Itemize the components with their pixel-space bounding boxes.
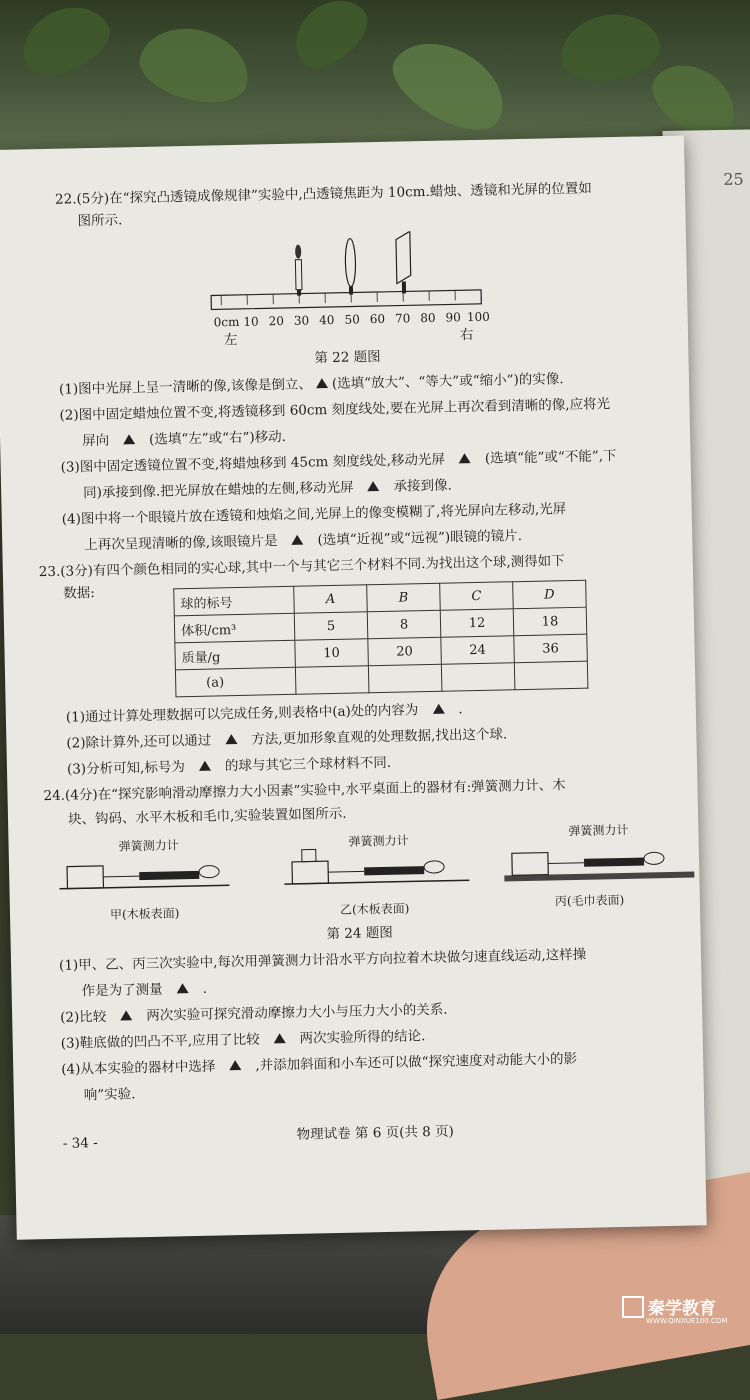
answer-blank-icon (291, 535, 303, 545)
table-cell: 5 (294, 612, 368, 641)
q24-intro-line1: 24.(4分)在“探究影响滑动摩擦力大小因素”实验中,水平桌面上的器材有:弹簧测力计、木 (43, 776, 565, 805)
tick-label: 70 (395, 311, 411, 325)
q22-intro-line1: 22.(5分)在“探究凸透镜成像规律”实验中,凸透镜焦距为 10cm.蜡烛、透镜和光屏的位置如 (55, 179, 592, 208)
table-cell: 20 (368, 637, 442, 666)
page-footer: 物理试卷 第 6 页(共 8 页) (297, 1123, 455, 1144)
tick-label: 60 (370, 312, 386, 326)
q24-part1-line1: (1)甲、乙、丙三次实验中,每次用弹簧测力计沿水平方向拉着木块做匀速直线运动,这样操 (59, 946, 586, 975)
q24-intro-line2: 块、钩码、水平木板和毛巾,实验装置如图所示. (68, 805, 347, 829)
leaf (133, 17, 257, 113)
spring-scale-label: 弹簧测力计 (568, 821, 628, 840)
leaf (555, 7, 665, 88)
leaf (282, 0, 379, 79)
watermark-name: 秦学教育 (648, 1299, 716, 1319)
q22-part1: (1)图中光屏上呈一清晰的像,该像是倒立、 (选填“放大”、“等大”或“缩小”)的实像. (59, 370, 564, 399)
side-page-number: 25 (723, 170, 744, 189)
answer-blank-icon (199, 761, 211, 771)
spring-scale-label: 弹簧测力计 (348, 831, 408, 850)
answer-blank-icon (225, 734, 237, 744)
data-table (173, 580, 588, 698)
table-cell: 体积/cm³ (174, 613, 295, 643)
q23-part1: (1)通过计算处理数据可以完成任务,则表格中(a)处的内容为 . (66, 700, 463, 726)
spring-scale-label: 弹簧测力计 (118, 836, 178, 855)
setup-a (59, 863, 229, 889)
q23-intro-line2: 数据: (63, 584, 95, 603)
tick-label: 80 (420, 311, 436, 325)
q23-part3: (3)分析可知,标号为 的球与其它三个球材料不同. (67, 754, 392, 779)
table-cell (368, 664, 442, 693)
answer-blank-icon (229, 1060, 241, 1070)
logo-icon (622, 1296, 644, 1318)
leaf (381, 25, 520, 146)
fig-label-b: 乙(木板表面) (340, 899, 410, 918)
table-cell: 18 (513, 607, 587, 636)
answer-blank-icon (123, 434, 135, 444)
table-cell: 24 (441, 636, 515, 665)
answer-blank-icon (459, 453, 471, 463)
table-cell: B (367, 583, 441, 612)
answer-blank-icon (176, 983, 188, 993)
q24-part4-line2: 响”实验. (84, 1085, 136, 1104)
convex-lens (345, 238, 356, 294)
tick-label: 90 (445, 310, 461, 324)
tick-label: 0cm (214, 315, 240, 330)
table-cell (441, 663, 515, 692)
table-cell: 36 (514, 634, 588, 663)
setup-b (284, 846, 470, 884)
answer-blank-icon (273, 1033, 285, 1043)
fig-label-c: 丙(毛巾表面) (555, 891, 625, 910)
table-cell: 12 (440, 609, 514, 638)
tick-label: 100 (467, 310, 490, 324)
table-cell: C (440, 582, 514, 611)
table-cell (514, 661, 588, 690)
tick-label: 10 (243, 314, 259, 328)
exam-page (0, 136, 707, 1240)
q22-part4-line1: (4)图中将一个眼镜片放在透镜和烛焰之间,光屏上的像变模糊了,将光屏向左移动,光屏 (62, 500, 567, 529)
q23-part2: (2)除计算外,还可以通过 方法,更加形象直观的处理数据,找出这个球. (66, 725, 507, 752)
label-left: 左 (224, 331, 238, 349)
table-cell: 8 (367, 610, 441, 639)
leaf (12, 0, 119, 86)
answer-blank-icon (432, 704, 444, 714)
table-cell: 质量/g (175, 640, 296, 670)
watermark-url: WWW.QINXUE100.COM (646, 1317, 727, 1325)
table-cell: (a) (175, 667, 296, 697)
q24-part3: (3)鞋底做的凹凸不平,应用了比较 两次实验所得的结论. (61, 1027, 426, 1053)
answer-blank-icon (120, 1010, 132, 1020)
label-right: 右 (460, 326, 474, 344)
q22-part3-line1: (3)图中固定透镜位置不变,将蜡烛移到 45cm 刻度线处,移动光屏 (选填“能”或“不能”,下 (60, 447, 616, 477)
tick-label: 40 (319, 313, 335, 327)
table-cell: D (513, 580, 587, 609)
page-number: - 34 - (63, 1134, 98, 1153)
q22-intro-line2: 图所示. (77, 211, 122, 230)
q24-part1-line2: 作是为了测量 . (81, 980, 207, 1001)
q22-part2-line2: 屏向 (选填“左”或“右”)移动. (82, 428, 286, 450)
tick-label: 20 (269, 314, 285, 328)
q24-part2: (2)比较 两次实验可探究滑动摩擦力大小与压力大小的关系. (60, 1001, 448, 1027)
q22-part4-line2: 上再次呈现清晰的像,该眼镜片是 (选填“近视”或“远视”)眼镜的镜片. (84, 527, 522, 554)
table-cell (295, 666, 369, 695)
q24-part4-line1: (4)从本实验的器材中选择 ,并添加斜面和小车还可以做“探究速度对动能大小的影 (61, 1050, 577, 1079)
table-cell: 球的标号 (174, 586, 295, 616)
table-cell: A (294, 585, 368, 614)
tick-label: 30 (294, 313, 310, 327)
ruler (211, 290, 481, 310)
q24-caption: 第 24 题图 (326, 924, 393, 943)
q22-caption: 第 22 题图 (314, 348, 381, 367)
answer-blank-icon (367, 481, 379, 491)
watermark-logo (622, 1294, 727, 1325)
candle (295, 245, 302, 296)
setup-c (504, 849, 695, 881)
q22-part3-line2: 同)承接到像.把光屏放在蜡烛的左侧,移动光屏 承接到像. (83, 476, 452, 502)
tick-label: 50 (344, 312, 360, 326)
fig-label-a: 甲(木板表面) (110, 904, 180, 923)
q23-intro-line1: 23.(3分)有四个颜色相同的实心球,其中一个与其它三个材料不同.为找出这个球,测得如下 (39, 552, 565, 581)
table-cell: 10 (295, 639, 369, 668)
answer-blank-icon (316, 378, 328, 388)
q22-part2-line1: (2)图中固定蜡烛位置不变,将透镜移到 60cm 刻度线处,要在光屏上再次看到清晰的像,应将光 (59, 395, 610, 425)
light-screen (396, 231, 411, 293)
